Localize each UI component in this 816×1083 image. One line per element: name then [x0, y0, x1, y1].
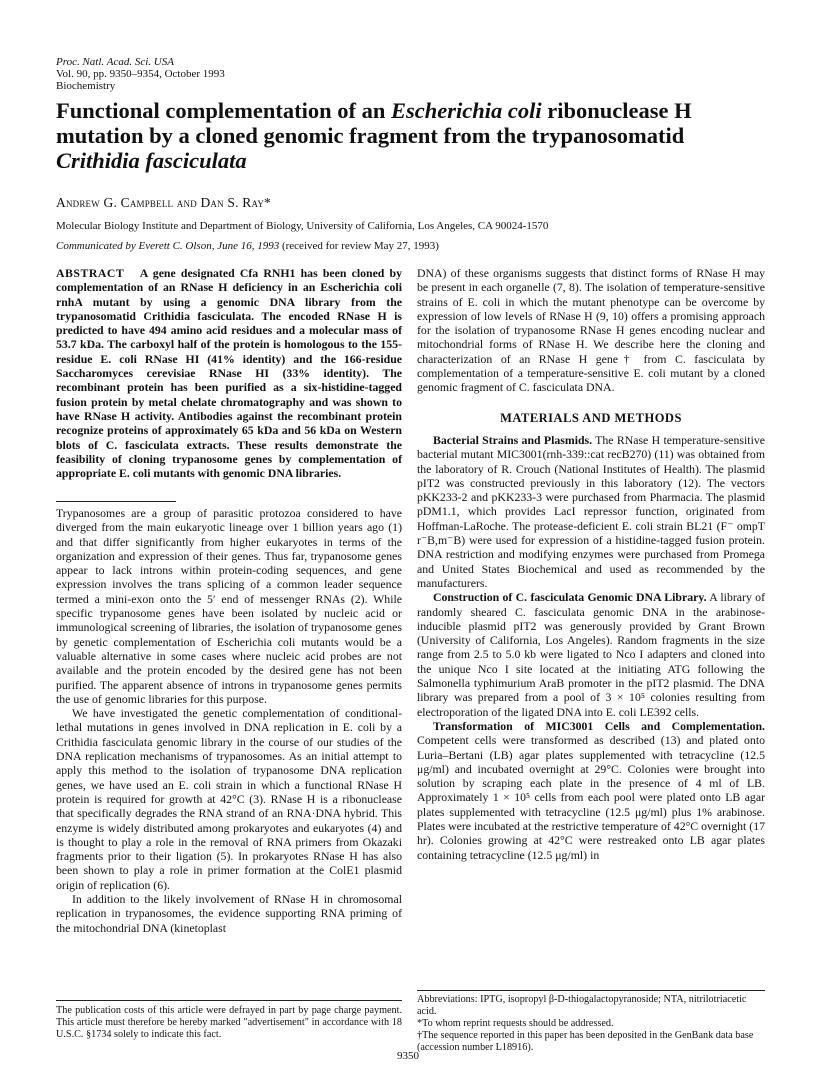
intro-paragraph: In addition to the likely involvement of RNase H in chromosomal replication in trypanosomes, the evidence supporting RNA priming of the mitochondrial DNA (kinetoplast: [56, 892, 402, 935]
intro-continued: DNA) of these organisms suggests that distinct forms of RNase H may be present in each organelle (7, 8). The isolation of temperature-sensitive strains of E. coli in which the mutant phenotype can be overcome by expression of low levels of RNase H (9, 10) offers a promising approach for the isolation of trypanosome RNase H genes encoding nuclear and mitochondrial forms of RNase H. We describe here the cloning and characterization of an RNase H gene† from C. fasciculata by complementation of a temperature-sensitive E. coli mutant by a cloned genomic fragment of C. fasciculata DNA.: [417, 266, 765, 395]
right-column: [417, 266, 765, 862]
methods-paragraph: Construction of C. fasciculata Genomic DNA Library. A library of randomly sheared C. fasciculata genomic DNA in the arabinose-inducible plasmid pIT2 was generously provided by Grant Brown (University of California, Los Angeles). Random fragments in the size range from 2.5 to 5.0 kb were ligated to Nco I adapters and cloned into the unique Nco I site located at the initiating ATG following the Salmonella typhimurium AraB promoter in the pIT2 plasmid. The DNA library was prepared from a pool of 3 × 10⁵ colonies resulting from electroporation of the ligated DNA into E. coli LE392 cells.: [417, 590, 765, 719]
intro-paragraph: We have investigated the genetic complementation of conditional-lethal mutations in genes involved in DNA replication in E. coli by a Crithidia fasciculata genomic library in the course of our studies of the DNA replication mechanisms of trypanosomes. As an initial attempt to apply this method to the isolation of trypanosome DNA replication genes, we have used an E. coli strain in which a functional RNase H protein is required for growth at 42°C (3). RNase H is a ribonuclease that specifically degrades the RNA strand of an RNA·DNA hybrid. This enzyme is widely distributed among prokaryotes and eukaryotes (4) and is thought to play a role in the removal of RNA primers from Okazaki fragments prior to their ligation (5). In prokaryotes RNase H has also been shown to play a role in primer formation at the ColE1 plasmid origin of replication (6).: [56, 706, 402, 892]
journal-volume: Vol. 90, pp. 9350–9354, October 1993: [56, 68, 225, 80]
intro-paragraph: Trypanosomes are a group of parasitic protozoa considered to have diverged from the main eukaryotic lineage over 1 billion years ago (1) and that differ significantly from higher eukaryotes in terms of the organization and expression of their genes. Thus far, trypanosome genes appear to lack introns within protein-coding sequences, and gene expression involves the trans splicing of a common leader sequence termed a mini-exon onto the 5′ end of messenger RNAs (2). While specific trypanosome genes have been isolated by nucleic acid or immunological screening of libraries, the isolation of trypanosome genes by genetic complementation of Escherichia coli mutants would be a valuable alternative in some cases where nucleic acid probes are not available and the protein encoded by the desired gene has not been purified. The apparent absence of introns in trypanosome genes permits the use of genomic libraries for this purpose.: [56, 506, 402, 706]
footnote-abbreviations: Abbreviations: IPTG, isopropyl β-D-thiogalactopyranoside; NTA, nitrilotriacetic acid.: [417, 994, 747, 1017]
section-heading: MATERIALS AND METHODS: [500, 410, 682, 425]
left-column: [56, 266, 402, 935]
footnote-rule-right: [417, 990, 765, 991]
footnote-reprint: *To whom reprint requests should be addressed.: [417, 1018, 614, 1029]
journal-header: [56, 56, 225, 92]
publication-note: The publication costs of this article were defrayed in part by page charge payment. This article must therefore be hereby marked "advertisement" in accordance with 18 U.S.C. §1734 solely to indicate this fact.: [56, 1005, 402, 1040]
introduction: [56, 506, 402, 935]
footnotes: [417, 994, 765, 1054]
methods-paragraph: Bacterial Strains and Plasmids. The RNase H temperature-sensitive bacterial mutant MIC3001(rnh-339::cat recB270) (11) was obtained from the laboratory of R. Crouch (National Institutes of Health). The plasmid pIT2 was constructed previously in this laboratory (12). The vectors pKK233-2 and pKK233-3 were purchased from Pharmacia. The plasmid pDM1.1, which provides LacI repressor function, originated from Hoffman-LaRoche. The protease-deficient E. coli strain BL21 (F⁻ ompT r⁻B,m⁻B) were used for expression of a histidine-tagged fusion protein. DNA restriction and modifying enzymes were purchased from Promega and United States Biochemical and used as recommended by the manufacturers.: [417, 432, 765, 590]
journal-name: Proc. Natl. Acad. Sci. USA: [56, 56, 174, 68]
abstract: ABSTRACT A gene designated Cfa RNH1 has been cloned by complementation of an RNase H deficiency in an Escherichia coli rnhA mutant by using a genomic DNA library from the trypanosomatid Crithidia fasciculata. The encoded RNase H is predicted to have 494 amino acid residues and a molecular mass of 53.7 kDa. The carboxyl half of the protein is homologous to the 155-residue E. coli RNase HI (41% identity) and the 166-residue Saccharomyces cerevisiae RNase HI (33% identity). The recombinant protein has been purified as a six-histidine-tagged fusion protein by metal chelate chromatography and was shown to have RNase H activity. Antibodies against the recombinant protein recognize proteins of approximately 65 kDa and 56 kDa on Western blots of C. fasciculata extracts. These results demonstrate the feasibility of cloning trypanosome genes by complementation of appropriate E. coli mutants with genomic DNA libraries.: [56, 266, 402, 481]
article-title: Functional complementation of an Escherichia coli ribonuclease H mutation by a cloned genomic fragment from the trypanosomatid Crithidia fasciculata: [56, 98, 692, 173]
footnote-genbank: †The sequence reported in this paper has been deposited in the GenBank data base (accession number L18916).: [417, 1030, 754, 1053]
methods-paragraph: Transformation of MIC3001 Cells and Complementation. Competent cells were transformed as described (13) and plated onto Luria–Bertani (LB) agar plates supplemented with tetracycline (12.5 μg/ml) and incubated overnight at 29°C. Colonies were brought into solution by scraping each plate in the presence of 4 ml of LB. Approximately 1 × 10⁵ cells from each pool were plated onto LB agar plates supplemented with tetracycline (12.5 μg/ml) plus 1% arabinose. Plates were incubated at the restrictive temperature of 42°C overnight (17 hr). Colonies growing at 42°C were restreaked onto LB agar plates containing tetracycline (12.5 μg/ml) in: [417, 718, 766, 862]
page-number: 9350: [397, 1050, 419, 1062]
journal-section: Biochemistry: [56, 80, 116, 92]
communicated-line: Communicated by Everett C. Olson, June 16, 1993 (received for review May 27, 1993): [56, 240, 439, 252]
footnote-rule-left: [56, 1000, 402, 1001]
affiliation: Molecular Biology Institute and Department of Biology, University of California, Los Angeles, CA 90024-1570: [56, 220, 549, 232]
authors: Andrew G. Campbell and Dan S. Ray*: [56, 195, 271, 210]
abstract-divider: [56, 501, 176, 502]
